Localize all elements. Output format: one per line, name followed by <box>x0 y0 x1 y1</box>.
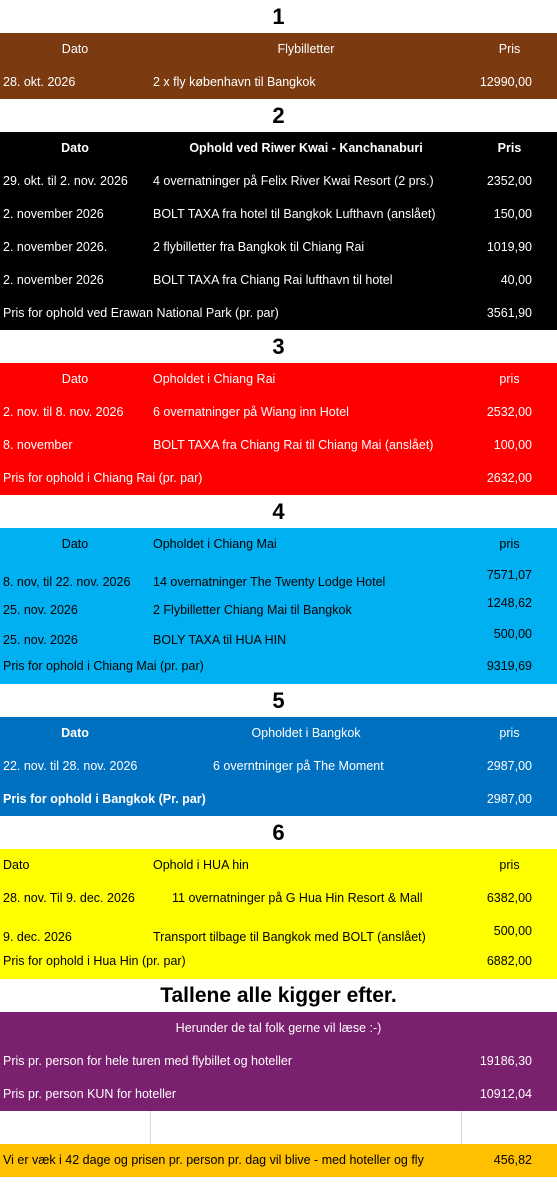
row-price: 150,00 <box>493 207 532 221</box>
row-description: 6 overntninger på The Moment <box>213 759 384 773</box>
header-price: pris <box>499 537 520 551</box>
total-label: Pris for ophold i Chiang Rai (pr. par) <box>3 471 203 485</box>
header-row <box>0 528 557 561</box>
section-bangkok <box>0 717 557 816</box>
summary-intro-row <box>0 1012 557 1045</box>
total-row <box>0 462 557 495</box>
row-description: BOLT TAXA fra Chiang Rai til Chiang Mai (anslået) <box>153 438 434 452</box>
header-description: Opholdet i Bangkok <box>251 726 361 740</box>
final-label: Vi er væk i 42 dage og prisen pr. person pr. dag vil blive - med hoteller og fly <box>3 1153 424 1167</box>
cell-divider <box>461 1111 462 1144</box>
header-description: Opholdet i Chiang Mai <box>153 537 277 551</box>
table-row <box>0 750 557 783</box>
total-row <box>0 783 557 816</box>
header-date: Dato <box>3 858 30 872</box>
section-number: 3 <box>0 330 557 363</box>
table-row <box>0 594 557 627</box>
table-row <box>0 66 557 99</box>
header-price: pris <box>499 858 520 872</box>
section-chiang-rai <box>0 363 557 495</box>
header-price: pris <box>499 372 520 386</box>
table-row <box>0 165 557 198</box>
section-number: 1 <box>0 0 557 33</box>
row-description: BOLY TAXA til HUA HIN <box>153 633 287 647</box>
row-date: 8. november <box>3 438 73 452</box>
header-row <box>0 363 557 396</box>
row-date: 2. november 2026. <box>3 240 108 254</box>
summary-row <box>0 1045 557 1078</box>
row-description: 2 x fly københavn til Bangkok <box>153 75 316 89</box>
header-description: Ophold i HUA hin <box>153 858 249 872</box>
summary-label: Pris pr. person for hele turen med flybillet og hoteller <box>3 1054 293 1068</box>
section-number: 5 <box>0 684 557 717</box>
row-date: 9. dec. 2026 <box>3 930 72 944</box>
row-price: 100,00 <box>493 438 532 452</box>
row-description: 2 Flybilletter Chiang Mai til Bangkok <box>153 603 352 617</box>
row-date: 28. okt. 2026 <box>3 75 76 89</box>
row-date: 2. november 2026 <box>3 207 104 221</box>
total-label: Pris for ophold i Hua Hin (pr. par) <box>3 954 186 968</box>
blank-row <box>0 1111 557 1144</box>
table-row <box>0 264 557 297</box>
header-description: Ophold ved Riwer Kwai - Kanchanaburi <box>189 141 423 155</box>
header-row <box>0 849 557 882</box>
section-hua-hin <box>0 849 557 979</box>
row-description: BOLT TAXA fra hotel til Bangkok Lufthavn (anslået) <box>153 207 436 221</box>
header-date: Dato <box>61 372 89 386</box>
row-description: 11 overnatninger på G Hua Hin Resort & Mall <box>172 891 423 905</box>
total-label: Pris for ophold i Chiang Mai (pr. par) <box>3 659 204 673</box>
section-number: 4 <box>0 495 557 528</box>
summary-row <box>0 1078 557 1111</box>
header-date: Dato <box>61 726 89 740</box>
summary-value: 10912,04 <box>479 1087 532 1101</box>
row-price: 500,00 <box>493 924 532 938</box>
row-description: 4 overnatninger på Felix River Kwai Resort (2 prs.) <box>153 174 434 188</box>
section-summary <box>0 1012 557 1111</box>
section-kanchanaburi <box>0 132 557 330</box>
header-date: Dato <box>61 141 89 155</box>
table-row <box>0 396 557 429</box>
section-flights <box>0 33 557 99</box>
row-price: 12990,00 <box>479 75 532 89</box>
table-row <box>0 561 557 594</box>
row-description: Transport tilbage til Bangkok med BOLT (anslået) <box>153 930 426 944</box>
row-price: 1248,62 <box>486 596 532 610</box>
header-row <box>0 33 557 66</box>
header-date: Dato <box>61 537 89 551</box>
row-description: 14 overnatninger The Twenty Lodge Hotel <box>153 575 386 589</box>
header-row <box>0 132 557 165</box>
table-row <box>0 915 557 948</box>
header-price: Pris <box>497 141 522 155</box>
row-date: 29. okt. til 2. nov. 2026 <box>3 174 128 188</box>
total-price: 6882,00 <box>486 954 532 968</box>
summary-title: Tallene alle kigger efter. <box>0 979 557 1012</box>
row-price: 500,00 <box>493 627 532 641</box>
row-price: 40,00 <box>500 273 532 287</box>
total-price: 9319,69 <box>486 659 532 673</box>
total-row <box>0 948 557 979</box>
table-row <box>0 882 557 915</box>
total-row <box>0 653 557 684</box>
total-label: Pris for ophold ved Erawan National Park (pr. par) <box>3 306 279 320</box>
row-description: 6 overnatninger på Wiang inn Hotel <box>153 405 349 419</box>
row-price: 7571,07 <box>486 568 532 582</box>
header-price: Pris <box>498 42 521 56</box>
section-chiang-mai <box>0 528 557 684</box>
table-row <box>0 627 557 653</box>
row-price: 6382,00 <box>486 891 532 905</box>
total-price: 3561,90 <box>486 306 532 320</box>
total-price: 2632,00 <box>486 471 532 485</box>
final-row <box>0 1144 557 1177</box>
final-value: 456,82 <box>493 1153 532 1167</box>
row-price: 2987,00 <box>486 759 532 773</box>
row-date: 2. november 2026 <box>3 273 104 287</box>
row-price: 1019,90 <box>486 240 532 254</box>
header-date: Dato <box>61 42 89 56</box>
header-description: Opholdet i Chiang Rai <box>153 372 276 386</box>
header-price: pris <box>499 726 520 740</box>
summary-label: Pris pr. person KUN for hoteller <box>3 1087 176 1101</box>
row-date: 25. nov. 2026 <box>3 633 78 647</box>
summary-value: 19186,30 <box>479 1054 532 1068</box>
total-row <box>0 297 557 330</box>
cell-divider <box>150 1111 151 1144</box>
section-number: 2 <box>0 99 557 132</box>
row-description: 2 flybilletter fra Bangkok til Chiang Rai <box>153 240 365 254</box>
summary-intro: Herunder de tal folk gerne vil læse :-) <box>175 1021 382 1035</box>
header-description: Flybilletter <box>277 42 335 56</box>
row-price: 2352,00 <box>486 174 532 188</box>
row-date: 25. nov. 2026 <box>3 603 78 617</box>
row-date: 8. nov, til 22. nov. 2026 <box>3 575 131 589</box>
row-date: 22. nov. til 28. nov. 2026 <box>3 759 138 773</box>
row-price: 2532,00 <box>486 405 532 419</box>
row-description: BOLT TAXA fra Chiang Rai lufthavn til hotel <box>153 273 393 287</box>
row-date: 28. nov. Til 9. dec. 2026 <box>3 891 135 905</box>
row-date: 2. nov. til 8. nov. 2026 <box>3 405 124 419</box>
header-row <box>0 717 557 750</box>
total-price: 2987,00 <box>486 792 532 806</box>
section-number: 6 <box>0 816 557 849</box>
table-row <box>0 198 557 231</box>
total-label: Pris for ophold i Bangkok (Pr. par) <box>3 792 206 806</box>
table-row <box>0 231 557 264</box>
table-row <box>0 429 557 462</box>
